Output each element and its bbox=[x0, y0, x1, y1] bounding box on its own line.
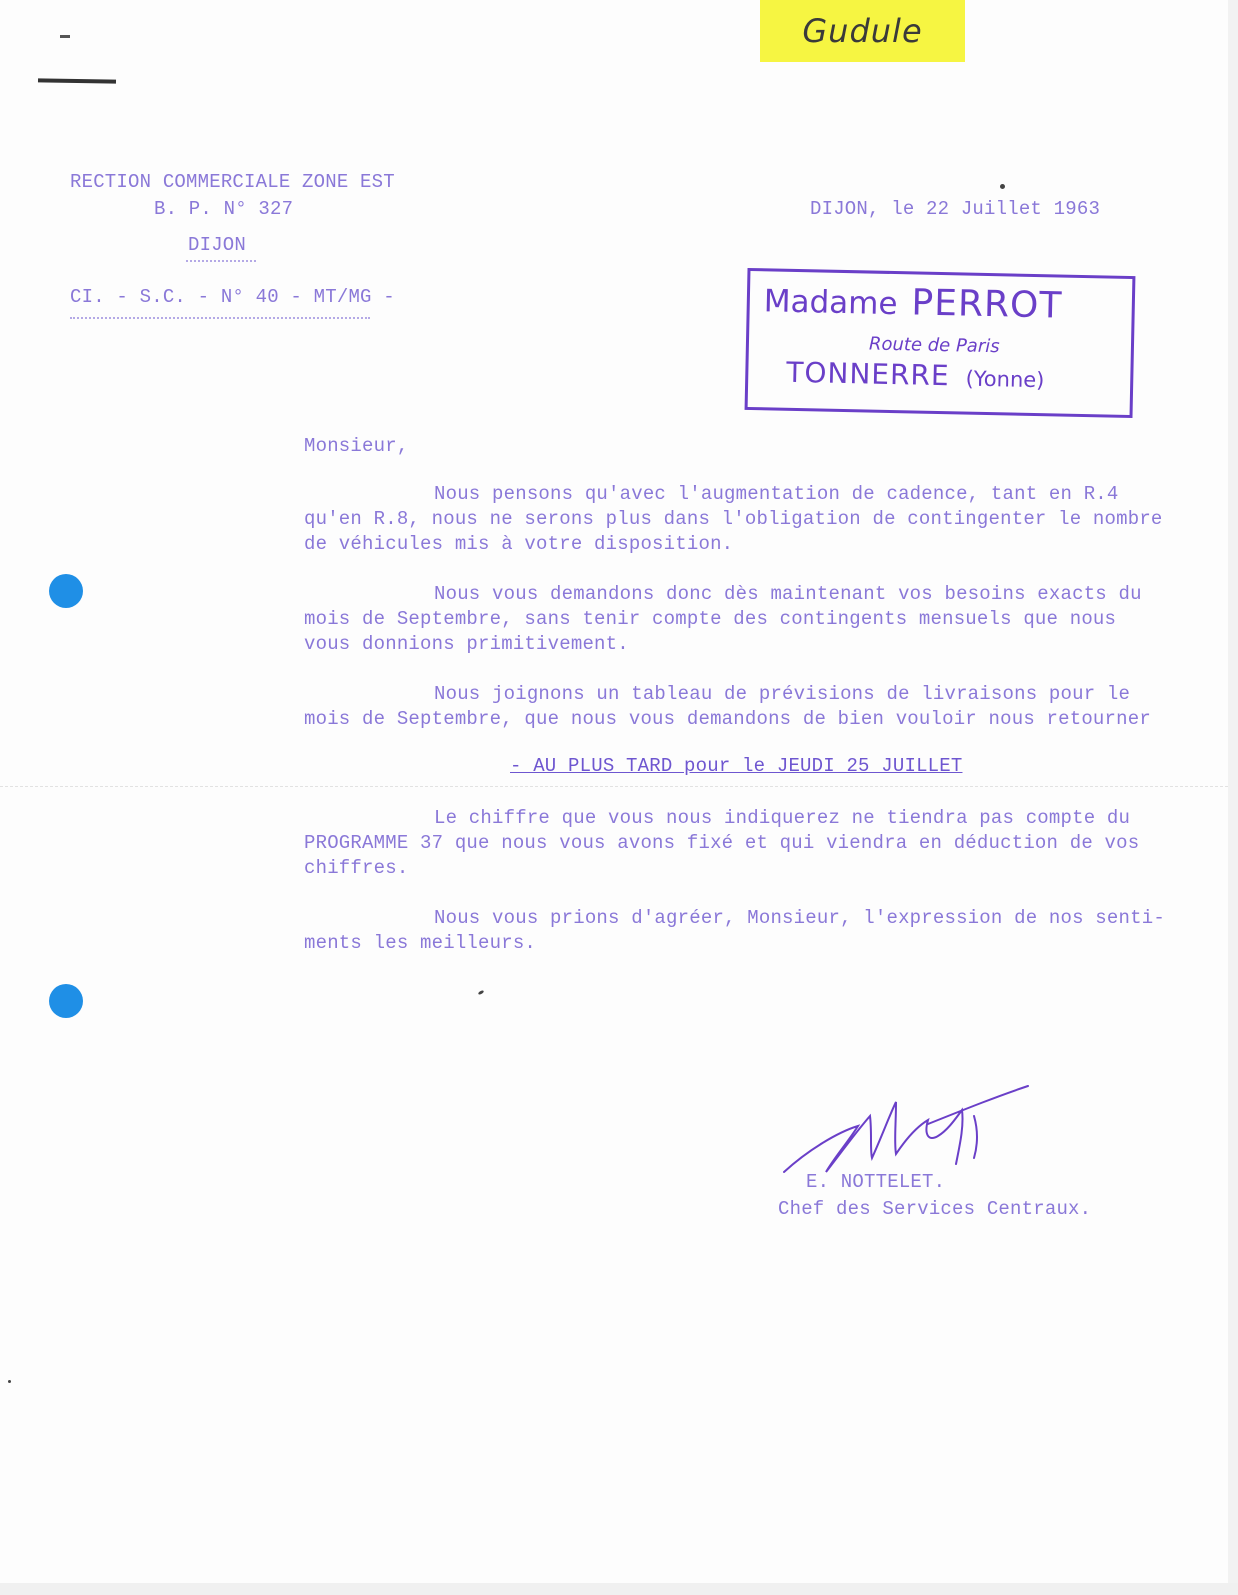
sender-city: DIJON bbox=[188, 234, 247, 256]
paragraph-line: vous donnions primitivement. bbox=[304, 633, 629, 655]
paragraph-line: Nous vous prions d'agréer, Monsieur, l'expression de nos senti- bbox=[434, 907, 1165, 929]
sender-reference: CI. - S.C. - N° 40 - MT/MG - bbox=[70, 286, 395, 308]
paragraph-3 bbox=[304, 682, 1184, 732]
page-edge-bottom bbox=[0, 1583, 1238, 1595]
paragraph-1 bbox=[304, 482, 1184, 557]
ink-mark bbox=[60, 35, 70, 38]
sticky-note bbox=[760, 0, 965, 62]
city-underline bbox=[186, 260, 256, 262]
stamp-line-name bbox=[763, 279, 1062, 326]
salutation: Monsieur, bbox=[304, 435, 409, 457]
paragraph-line: PROGRAMME 37 que nous vous avons fixé et qui viendra en déduction de vos bbox=[304, 832, 1140, 854]
stamp-title: Madame bbox=[763, 283, 898, 323]
ink-stroke bbox=[38, 78, 116, 83]
paragraph-4 bbox=[304, 806, 1184, 881]
date-line: DIJON, le 22 Juillet 1963 bbox=[810, 198, 1101, 220]
paragraph-line: mois de Septembre, sans tenir compte des contingents mensuels que nous bbox=[304, 608, 1117, 630]
signatory-title: Chef des Services Centraux. bbox=[778, 1198, 1092, 1220]
stamp-line-city bbox=[786, 356, 1045, 394]
sender-department: RECTION COMMERCIALE ZONE EST bbox=[70, 171, 395, 193]
fold-line bbox=[0, 786, 1238, 787]
recipient-stamp bbox=[745, 268, 1136, 418]
paragraph-line: Nous vous demandons donc dès maintenant vos besoins exacts du bbox=[434, 583, 1142, 605]
punch-hole bbox=[49, 984, 83, 1018]
stamp-street: Route de Paris bbox=[868, 333, 1000, 358]
paragraph-line: qu'en R.8, nous ne serons plus dans l'obligation de contingenter le nombre bbox=[304, 508, 1163, 530]
paragraph-line: mois de Septembre, que nous vous demandons de bien vouloir nous retourner bbox=[304, 708, 1151, 730]
sticky-note-text: Gudule bbox=[802, 12, 923, 50]
paragraph-line: Nous joignons un tableau de prévisions de livraisons pour le bbox=[434, 683, 1131, 705]
signature-stroke bbox=[784, 1086, 1028, 1172]
paragraph-line: Nous pensons qu'avec l'augmentation de cadence, tant en R.4 bbox=[434, 483, 1119, 505]
stamp-city: TONNERRE bbox=[786, 355, 950, 393]
deadline-notice: - AU PLUS TARD pour le JEUDI 25 JUILLET bbox=[510, 755, 963, 777]
signatory-name: E. NOTTELET. bbox=[806, 1171, 946, 1193]
page-edge-right bbox=[1228, 0, 1238, 1595]
stamp-surname: PERROT bbox=[911, 282, 1063, 327]
paragraph-line: ments les meilleurs. bbox=[304, 932, 537, 954]
paragraph-2 bbox=[304, 582, 1184, 657]
reference-underline bbox=[70, 317, 370, 319]
stamp-region: (Yonne) bbox=[965, 366, 1045, 393]
ink-speck bbox=[478, 990, 485, 996]
ink-speck bbox=[1000, 184, 1005, 189]
paragraph-line: Le chiffre que vous nous indiquerez ne tiendra pas compte du bbox=[434, 807, 1131, 829]
paragraph-line: chiffres. bbox=[304, 857, 409, 879]
paragraph-line: de véhicules mis à votre disposition. bbox=[304, 533, 734, 555]
sender-po-box: B. P. N° 327 bbox=[154, 198, 294, 220]
paragraph-5 bbox=[304, 906, 1184, 956]
ink-speck bbox=[8, 1380, 11, 1383]
punch-hole bbox=[49, 574, 83, 608]
